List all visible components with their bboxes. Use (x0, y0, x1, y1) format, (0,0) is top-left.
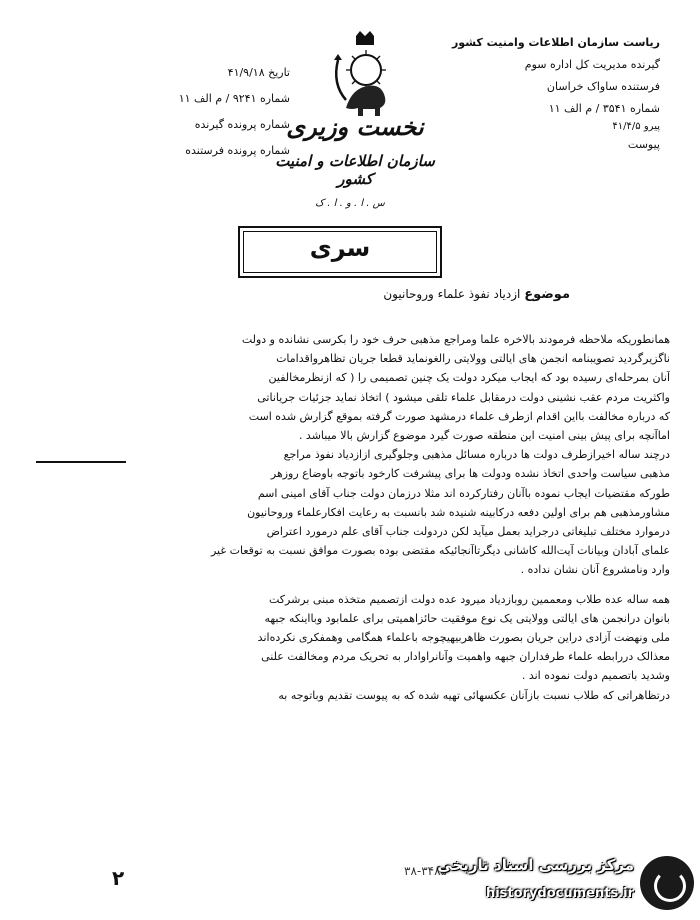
date-row-left (120, 60, 290, 86)
org-head: ریاست سازمان اطلاعات وامنیت کشور (451, 36, 660, 49)
body-line: که درباره مخالفت بااین اقدام ازطرف علماء درمشهد صورت گرفته بموقع گزارش شده است (248, 409, 670, 423)
file-recipient: شماره پرونده گیرنده (194, 118, 290, 131)
classification-stamp (238, 226, 442, 278)
date-label: پیرو (643, 121, 660, 132)
body-line: ناگزیرگردید تصویبنامه انجمن های ایالتی وولایتی رالغونماید قطعا جریان تظاهرواقدامات (276, 352, 670, 366)
archive-url: historydocuments.ir (485, 886, 634, 901)
header-left-block (120, 60, 290, 164)
lion-and-sun-emblem-icon (320, 30, 410, 125)
classification-text: سری (309, 234, 371, 262)
date-label-left: تاریخ (268, 66, 290, 79)
date-value-left: ۴۱/۹/۱۸ (227, 66, 265, 79)
number-label: شماره (629, 102, 660, 115)
body-line: درتظاهراتی که طلاب نسبت بازآنان عکسهائی تهیه شده که به پیوست تقدیم وباتوجه به (278, 688, 670, 702)
archive-watermark (404, 852, 694, 914)
date-value: ۴۱/۴/۵ (612, 121, 641, 132)
body-line: بانوان درانجمن های ایالتی وولایتی یک نوع موفقیت حائزاهمیتی برای علمابود وبااینکه جبهه (264, 611, 670, 625)
letter-body (60, 330, 670, 705)
date-row (410, 120, 660, 134)
number-label-left: شماره (259, 92, 290, 105)
body-line: درموارد مختلف تبلیغاتی درجراید بعمل میآید لکن دردولت جناب آقای علم درمورد اعتراض (266, 525, 670, 539)
number-value-left: ۹۲۴۱ / م الف ۱۱ (178, 92, 257, 105)
number-row (410, 98, 660, 120)
sender: فرستنده ساواک خراسان (546, 80, 660, 93)
prime-ministry-title: نخست وزیری (286, 112, 424, 141)
body-line: معذالک دررابطه علماء طرفداران جبهه واهمیت وآنانراوادار به تحریک مردم ومخالفت علنی (261, 650, 670, 664)
subject-line (250, 284, 570, 305)
archive-title: مرکز بررسی اسناد تاریخی (437, 856, 634, 874)
document-number: ۳۸-۳۴۸۵ (404, 864, 448, 878)
body-line: همانطوریکه ملاحظه فرمودند بالاخره علما ومراجع مذهبی حرف خود را بکرسی نشانده و دولت (241, 333, 670, 346)
subject-text: ازدیاد نفوذ علماء وروحانیون (383, 287, 521, 301)
body-line: همه ساله عده طلاب ومعممین روبازدیاد میرود عده دولت ازتصمیم متخذه مبنی برشرکت (268, 592, 670, 606)
organization-code: س . ا . و . ا . ک (315, 198, 385, 209)
header-right-block (410, 32, 660, 156)
recipient: گیرنده مدیریت کل اداره سوم (524, 58, 660, 71)
body-line: درچند ساله اخیرازطرف دولت ها درباره مسائل مذهبی وجلوگیری ازازدیاد نفوذ مراجع (283, 448, 670, 462)
body-line: ملی ونهضت آزادی دراین جریان بصورت ظاهربیهیچوجه باعلماء همگامی وهمفکری نکرده‌اند (257, 631, 670, 645)
body-line: وشدید باتصمیم دولت نموده اند . (521, 669, 670, 683)
archive-logo-icon (640, 856, 694, 910)
handwritten-mark: ۲ (112, 866, 125, 890)
margin-arrow-line (36, 461, 126, 463)
body-line: طورکه مقتضیات ایجاب نموده باآنان رفتارکرده اند مثلا درزمان دولت جناب آقای امینی اسم (257, 486, 670, 500)
subject-label: موضوع (524, 287, 570, 302)
body-line: وارد ونامشروع آنان نشان نداده . (520, 563, 670, 577)
body-line: آنان بمرحله‌ای رسیده بود که ایجاب میکرد دولت یک چنین تصمیمی را ( که ازنظرمخالفین (268, 371, 670, 385)
file-sender: شماره پرونده فرستنده (185, 144, 290, 157)
number-value: ۳۵۴۱ / م الف ۱۱ (548, 102, 627, 115)
number-row-left (120, 86, 290, 112)
body-line: واکثریت مردم عقب نشینی دولت درمقابل علماء تلقی میشود ) اتخاذ نماید جزئیات جریاناتی (257, 390, 670, 404)
body-line: اماآنچه برای پیش بینی امنیت این منطقه صورت گیرد موضوع گزارش بالا میباشد . (298, 429, 670, 443)
body-line: مذهبی سیاست واحدی اتخاذ نشده ودولت ها برای پیشرفت کارخود باتوجه باوضاع روزهر (270, 467, 670, 481)
body-line: علمای آبادان وبیانات آیت‌الله کاشانی دیگرتاآنجائیکه مقتضی بوده بصورت موافق نسبت به توقعات غیر (210, 544, 670, 558)
paragraph-gap (60, 580, 670, 590)
body-line: مشاورمذهبی هم برای اولین دفعه درکابینه شنیده شد بانسبت به رعایت افکارعلماء وروحانیون (247, 505, 670, 519)
organization-title: سازمان اطلاعات و امنیت کشور (275, 152, 435, 188)
attachment-label: پیوست (627, 138, 660, 151)
